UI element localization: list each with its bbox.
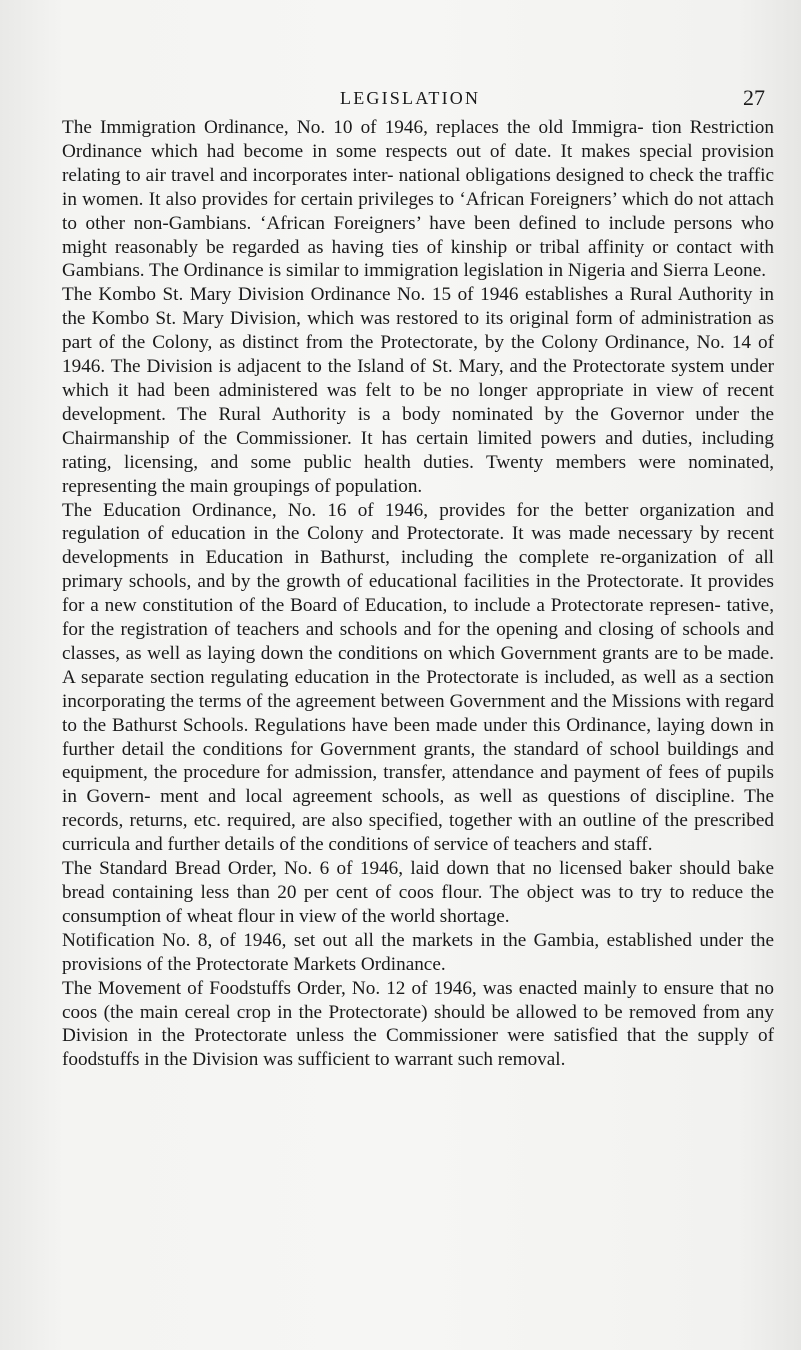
paragraph-standard-bread-order: The Standard Bread Order, No. 6 of 1946, laid down that no licensed baker should bake bread containing less than 20 per cent of coos flour. The object was to try to reduce the consumption of wheat flour in view of the world shortage. (62, 858, 774, 927)
body-text (62, 116, 774, 1072)
paragraph-education-ordinance: The Education Ordinance, No. 16 of 1946, provides for the better organization and regulation of education in the Colony and Protectorate. It was made necessary by recent developments in Education in Bathurst, including the complete re-organization of all primary schools, and by the growth of educational facilities in the Protectorate. It provides for a new constitution of the Board of Education, to include a Protectorate represen- tative, for the registration of teachers and schools and for the opening and closing of schools and classes, as well as laying down the conditions on which Government grants are to be made. A separate section regulating education in the Protectorate is included, as well as a section incorporating the terms of the agreement between Government and the Missions with regard to the Bathurst Schools. Regulations have been made under this Ordinance, laying down in further detail the conditions for Government grants, the standard of school buildings and equipment, the procedure for admission, transfer, attendance and payment of fees of pupils in Govern- ment and local agreement schools, as well as questions of discipline. The records, returns, etc. required, are also specified, together with an outline of the prescribed curricula and further details of the conditions of service of teachers and staff. (62, 499, 774, 856)
paragraph-immigration-ordinance: The Immigration Ordinance, No. 10 of 1946, replaces the old Immigra- tion Restriction Ordinance which had become in some respects out of date. It makes special provision relating to air travel and incorporates inter- national obligations designed to check the traffic in women. It also provides for certain privileges to ‘African Foreigners’ which do not attach to other non-Gambians. ‘African Foreigners’ have been defined to include persons who might reasonably be regarded as having ties of kinship or tribal affinity or contact with Gambians. The Ordinance is similar to immigration legislation in Nigeria and Sierra Leone. (62, 117, 774, 282)
running-header (0, 85, 801, 118)
paragraph-markets-notification: Notification No. 8, of 1946, set out all the markets in the Gambia, established under the provisions of the Protectorate Markets Ordinance. (62, 929, 774, 975)
page-number: 27 (743, 85, 765, 110)
running-header-title: LEGISLATION (340, 88, 481, 108)
paragraph-kombo-st-mary-ordinance: The Kombo St. Mary Division Ordinance No. 15 of 1946 establishes a Rural Authority in the Kombo St. Mary Division, which was restored to its original form of administration as part of the Colony, as distinct from the Protectorate, by the Colony Ordinance, No. 14 of 1946. The Division is adjacent to the Island of St. Mary, and the Protectorate system under which it had been administered was felt to be no longer appropriate in view of recent development. The Rural Authority is a body nominated by the Governor under the Chairmanship of the Commissioner. It has certain limited powers and duties, including rating, licensing, and some public health duties. Twenty members were nominated, representing the main groupings of population. (62, 284, 774, 497)
paragraph-movement-of-foodstuffs-order: The Movement of Foodstuffs Order, No. 12 of 1946, was enacted mainly to ensure that no coos (the main cereal crop in the Protectorate) should be allowed to be removed from any Division in the Protectorate unless the Commissioner were satisfied that the supply of foodstuffs in the Division was sufficient to warrant such removal. (62, 977, 774, 1071)
